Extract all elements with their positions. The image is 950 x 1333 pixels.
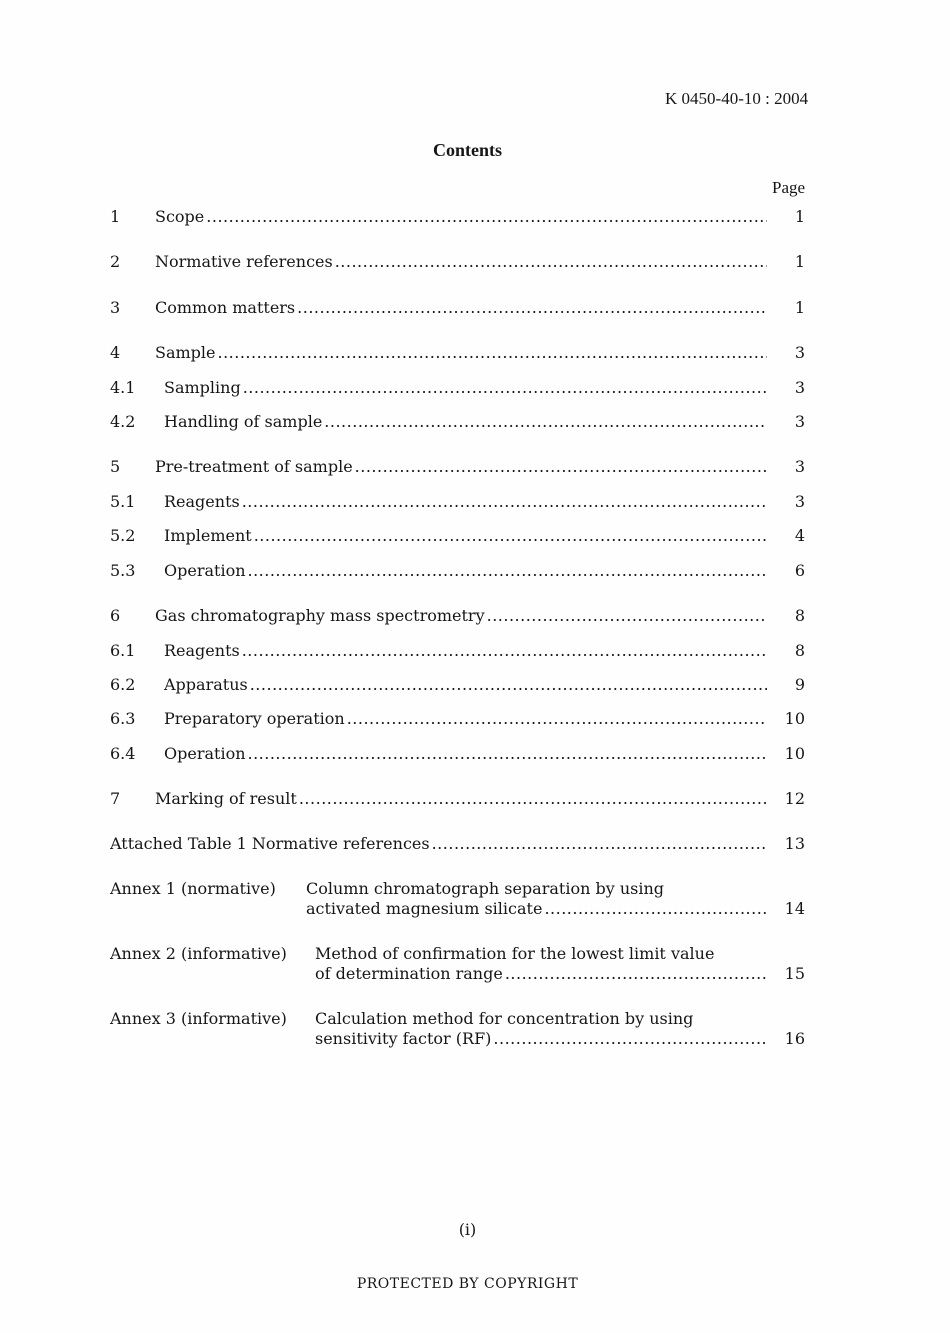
- toc-entry[interactable]: [110, 377, 805, 399]
- toc-entry-number: 5: [110, 457, 121, 476]
- toc-entry[interactable]: [110, 674, 805, 696]
- annex-title-line2: activated magnesium silicate .....: [306, 899, 767, 919]
- annex-title-line1: Calculation method for concentration by using: [315, 1009, 694, 1028]
- toc-entry-page: 13: [784, 834, 805, 853]
- toc-entry-page: 3: [794, 378, 805, 397]
- dot-leader: [324, 411, 767, 433]
- toc-entry-page: 8: [794, 606, 805, 625]
- toc-entry[interactable]: [110, 525, 805, 547]
- toc-entry-label: Reagents .....: [164, 491, 767, 513]
- toc-entry[interactable]: [110, 491, 805, 513]
- toc-entry[interactable]: [110, 251, 805, 273]
- toc-entry-number: 7: [110, 789, 121, 808]
- toc-entry[interactable]: [110, 640, 805, 662]
- toc-entry-annex[interactable]: [110, 1009, 805, 1051]
- toc-entry-page: 15: [784, 964, 805, 983]
- toc-entry[interactable]: [110, 708, 805, 730]
- dot-leader: [355, 456, 767, 478]
- dot-leader: [218, 342, 768, 364]
- toc-entry[interactable]: [110, 411, 805, 433]
- toc-entry-label: Scope .....: [155, 206, 767, 228]
- toc-entry-annex[interactable]: [110, 879, 805, 921]
- dot-leader: [432, 833, 767, 855]
- dot-leader: [250, 674, 767, 696]
- toc-entry-page: 16: [784, 1029, 805, 1048]
- dot-leader: [254, 525, 767, 547]
- toc-entry-page: 10: [784, 709, 805, 728]
- toc-entry-label: Common matters .....: [155, 297, 767, 319]
- toc-entry-number: 6: [110, 606, 121, 625]
- document-number: K 0450-40-10 : 2004: [665, 89, 809, 108]
- toc-entry-label: Attached Table 1 Normative references .....: [110, 833, 767, 855]
- annex-heading: Annex 3 (informative): [110, 1009, 287, 1028]
- toc-entry-number: 6.1: [110, 641, 136, 660]
- toc-entry-label: Sampling .....: [164, 377, 767, 399]
- toc-entry-label: Gas chromatography mass spectrometry .....: [155, 605, 767, 627]
- annex-title-line2: of determination range .....: [315, 964, 767, 984]
- toc-entry-number: 4.1: [110, 378, 136, 397]
- toc-entry[interactable]: [110, 456, 805, 478]
- toc-entry[interactable]: [110, 342, 805, 364]
- toc-entry-page: 1: [794, 252, 805, 271]
- toc-entry-number: 2: [110, 252, 121, 271]
- page-column-label: Page: [772, 178, 806, 197]
- toc-entry-number: 5.2: [110, 526, 136, 545]
- toc-entry-number: 6.3: [110, 709, 136, 728]
- dot-leader: [505, 964, 767, 984]
- dot-leader: [248, 560, 768, 582]
- page-title: Contents: [432, 140, 502, 160]
- dot-leader: [493, 1029, 767, 1049]
- toc-entry-number: 5.1: [110, 492, 136, 511]
- toc-entry-label: Reagents .....: [164, 640, 767, 662]
- toc-entry[interactable]: [110, 605, 805, 627]
- dot-leader: [335, 251, 767, 273]
- toc-entry-label: Handling of sample .....: [164, 411, 767, 433]
- toc-entry-page: 1: [794, 207, 805, 226]
- toc-entry-page: 3: [794, 343, 805, 362]
- toc-entry[interactable]: [110, 560, 805, 582]
- dot-leader: [299, 788, 767, 810]
- toc-entry-number: 3: [110, 298, 121, 317]
- toc-entry-page: 3: [794, 412, 805, 431]
- toc-entry-number: 4.2: [110, 412, 136, 431]
- dot-leader: [248, 743, 768, 765]
- toc-entry-page: 6: [794, 561, 805, 580]
- toc-entry-label: Marking of result .....: [155, 788, 767, 810]
- copyright-notice: PROTECTED BY COPYRIGHT: [356, 1276, 579, 1292]
- toc-entry-label: Normative references .....: [155, 251, 767, 273]
- toc-entry[interactable]: [110, 206, 805, 228]
- dot-leader: [242, 640, 767, 662]
- dot-leader: [347, 708, 767, 730]
- toc-entry-page: 12: [784, 789, 805, 808]
- toc-entry-page: 1: [794, 298, 805, 317]
- toc-entry-number: 6.2: [110, 675, 136, 694]
- toc-entry-page: 14: [784, 899, 805, 918]
- toc-entry-page: 4: [794, 526, 805, 545]
- toc-entry-label: Apparatus .....: [164, 674, 767, 696]
- toc-entry-label: Sample .....: [155, 342, 767, 364]
- toc-entry-page: 3: [794, 457, 805, 476]
- toc-entry-label: Operation .....: [164, 560, 767, 582]
- toc-entry-page: 9: [794, 675, 805, 694]
- annex-heading: Annex 2 (informative): [110, 944, 287, 963]
- toc-entry-label: Pre-treatment of sample .....: [155, 456, 767, 478]
- annex-title-line1: Method of confirmation for the lowest limit value: [315, 944, 715, 963]
- dot-leader: [487, 605, 767, 627]
- toc-entry-page: 10: [784, 744, 805, 763]
- annex-title-line1: Column chromatograph separation by using: [306, 879, 665, 898]
- annex-title-line2: sensitivity factor (RF) .....: [315, 1029, 767, 1049]
- toc-entry-annex[interactable]: [110, 944, 805, 986]
- toc-entry[interactable]: [110, 297, 805, 319]
- toc-entry[interactable]: [110, 788, 805, 810]
- toc-entry-attached-table[interactable]: [110, 833, 805, 855]
- toc-entry-label: Operation .....: [164, 743, 767, 765]
- toc-entry[interactable]: [110, 743, 805, 765]
- toc-entry-number: 4: [110, 343, 121, 362]
- toc-entry-number: 5.3: [110, 561, 136, 580]
- dot-leader: [544, 899, 767, 919]
- dot-leader: [243, 377, 767, 399]
- toc-entry-number: 6.4: [110, 744, 136, 763]
- toc-entry-label: Preparatory operation .....: [164, 708, 767, 730]
- dot-leader: [242, 491, 767, 513]
- annex-heading: Annex 1 (normative): [110, 879, 276, 898]
- dot-leader: [297, 297, 767, 319]
- toc-entry-page: 8: [794, 641, 805, 660]
- toc-entry-page: 3: [794, 492, 805, 511]
- dot-leader: [206, 206, 767, 228]
- page-folio: (i): [458, 1220, 477, 1239]
- toc-entry-number: 1: [110, 207, 121, 226]
- toc-entry-label: Implement .....: [164, 525, 767, 547]
